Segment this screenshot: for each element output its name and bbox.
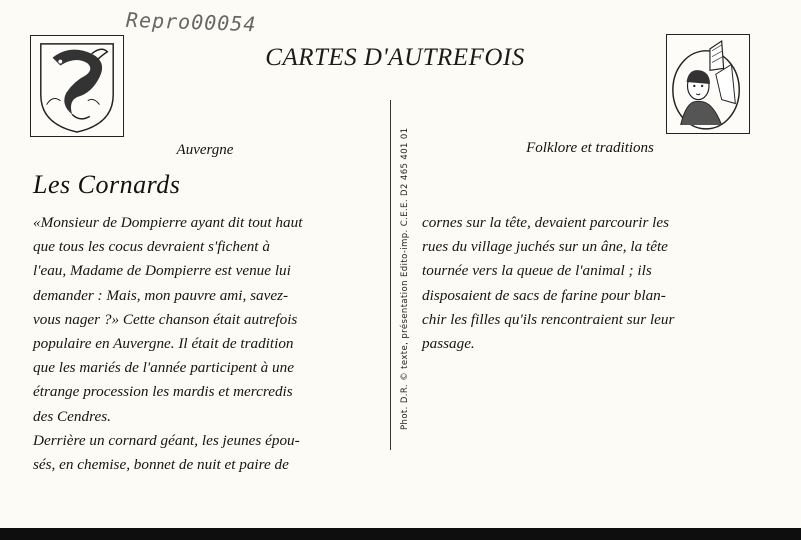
article-heading: Les Cornards xyxy=(33,170,181,199)
scan-bottom-edge xyxy=(0,528,801,540)
folk-costume-portrait-icon xyxy=(666,34,750,134)
text-line: rues du village juchés sur un âne, la tête xyxy=(422,238,668,256)
card-title: CARTES D'AUTREFOIS xyxy=(265,44,525,71)
right-text-column xyxy=(422,211,762,356)
text-line: tournée vers la queue de l'animal ; ils xyxy=(422,262,652,280)
text-line: chir les filles qu'ils rencontraient sur leur xyxy=(422,310,675,328)
text-line: cornes sur la tête, devaient parcourir les xyxy=(422,214,670,231)
text-line: vous nager ?» Cette chanson était autrefois xyxy=(33,310,298,328)
column-divider xyxy=(390,100,391,450)
text-line: passage. xyxy=(422,335,475,353)
text-line: que tous les cocus devraient s'fichent à xyxy=(33,238,270,256)
left-text-column xyxy=(33,211,383,477)
photo-credit: Phot. D.R. © texte, présentation Edito-imp. C.E.E. D2 465 401 01 xyxy=(400,127,410,430)
text-line: des Cendres. xyxy=(33,407,111,425)
text-line: que les mariés de l'année participent à une xyxy=(33,359,294,377)
category-label: Folklore et traditions xyxy=(526,140,654,156)
text-line: demander : Mais, mon pauvre ami, savez- xyxy=(33,286,289,304)
text-line: étrange procession les mardis et mercredis xyxy=(33,383,293,401)
text-line: «Monsieur de Dompierre ayant dit tout haut xyxy=(33,214,303,231)
text-line: l'eau, Madame de Dompierre est venue lui xyxy=(33,262,291,280)
handwritten-reference: Repro00054 xyxy=(125,7,257,37)
text-line: Derrière un cornard géant, les jeunes épou- xyxy=(33,431,300,449)
text-line: disposaient de sacs de farine pour blan- xyxy=(422,286,666,304)
text-line: populaire en Auvergne. Il était de tradition xyxy=(33,335,294,353)
region-label: Auvergne xyxy=(176,142,234,158)
dolphin-crest-icon xyxy=(30,35,124,137)
text-line: sés, en chemise, bonnet de nuit et paire de xyxy=(33,456,289,474)
